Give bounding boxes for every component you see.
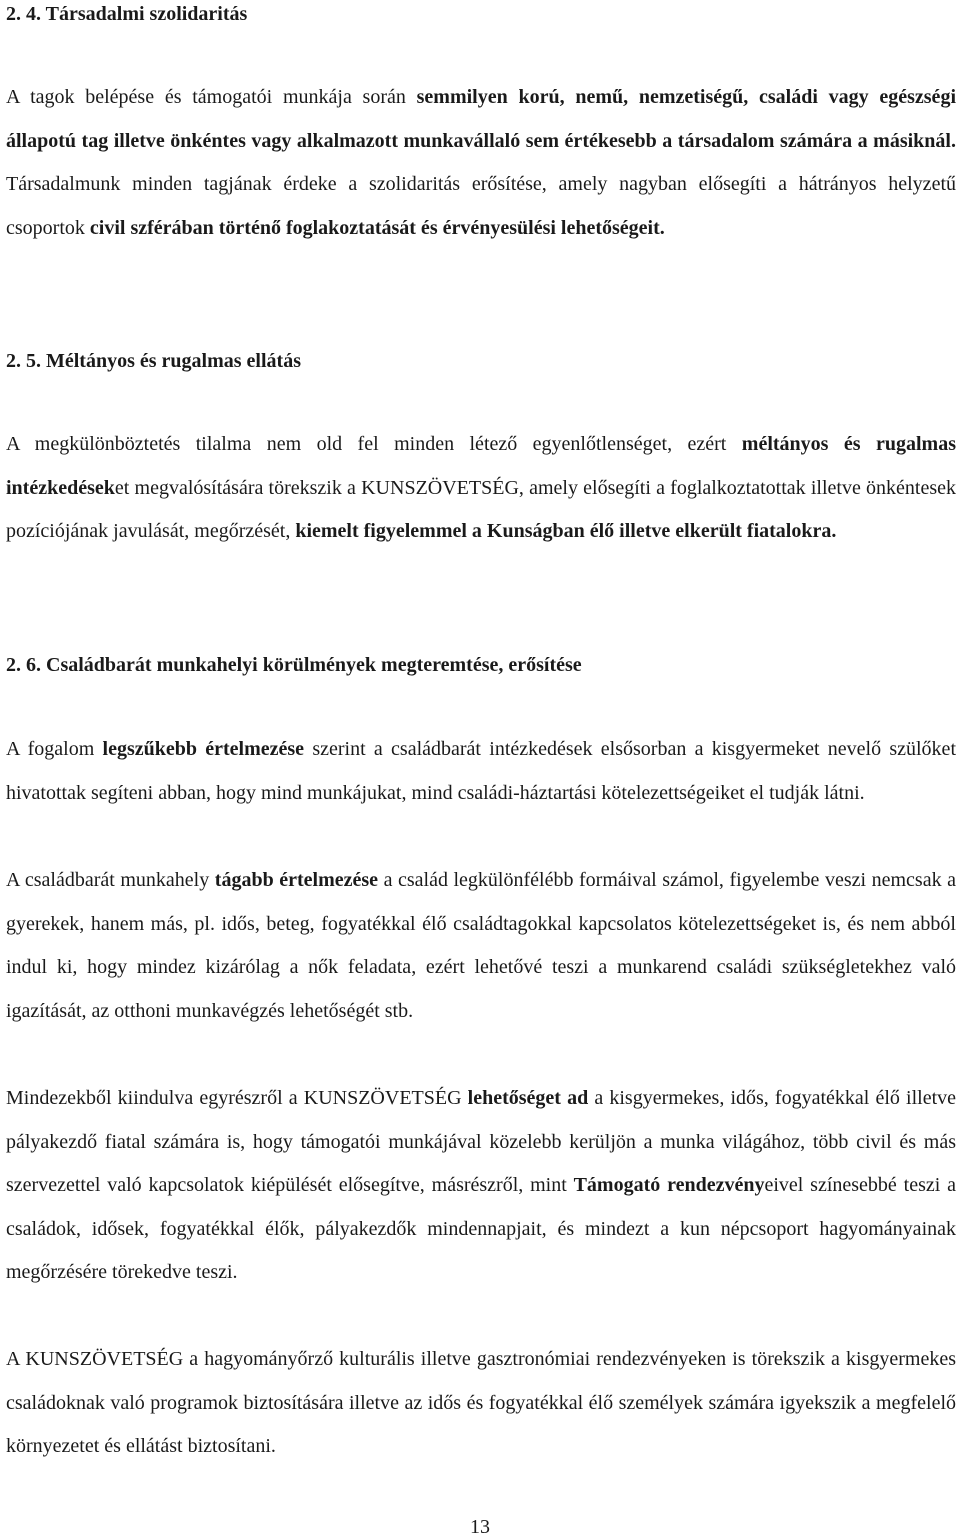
text-segment-bold: kiemelt figyelemmel a Kunságban élő illetve elkerült fiatalokra. <box>295 520 837 543</box>
text-segment: a család legkülönfélébb formáival számol, figyelembe veszi nemcsak a gyerekek, hanem más, pl. idős, beteg, fogyatékkal élő családtagokkal kapcsolatos kötelezettségeket is, és nem abból indul ki, hogy mindez kizárólag a nők feladata, ezért lehetővé teszi a munkarend családi szükségletekhez való igazítását, az otthoni munkavégzés lehetőségét stb. <box>6 869 956 1022</box>
text-segment: Mindezekből kiindulva egyrészről a KUNSZÖVETSÉG <box>6 1087 468 1109</box>
page-number: 13 <box>470 1516 490 1538</box>
text-segment: a kisgyermekes, idős, fogyatékkal élő illetve pályakezdő fiatal számára is, hogy támogatói munkájával közelebb kerüljön a munka világához, több civil és más szervezettel való kapcsolatok kiépülését elősegítve, másrészről, mint <box>6 1087 956 1197</box>
text-segment: A családbarát munkahely <box>6 869 215 891</box>
section-heading-2-5: 2. 5. Méltányos és rugalmas ellátás <box>6 350 301 372</box>
text-segment: et megvalósítására törekszik a KUNSZÖVETSÉG, amely elősegíti a foglalkoztatottak illetve önkéntesek pozíciójának javulását, megőrzését, <box>6 476 956 543</box>
text-segment: A fogalom <box>6 738 103 760</box>
text-segment: A megkülönböztetés tilalma nem old fel minden létező egyenlőtlenséget, ezért <box>6 433 742 455</box>
text-segment-bold: lehetőséget ad <box>467 1087 589 1109</box>
text-segment-bold: méltányos és rugalmas intézkedések <box>6 433 956 499</box>
text-segment: szerint a családbarát intézkedések elsősorban a kisgyermeket nevelő szülőket hivatottak segíteni abban, hogy mind munkájukat, mind családi-háztartási kötelezettségeiket el tudják látni. <box>6 738 956 804</box>
section-heading-2-6: 2. 6. Családbarát munkahelyi körülmények megteremtése, erősítése <box>6 654 582 676</box>
text-segment: A KUNSZÖVETSÉG a hagyományőrző kulturális illetve gasztronómiai rendezvényeken is törekszik a kisgyermekes családoknak való programok biztosítására illetve az idős és fogyatékkal élő személyek számára igyekszik a megfelelő környezetet és ellátást biztosítani. <box>6 1348 956 1458</box>
text-segment-bold: tágabb értelmezése <box>214 869 379 891</box>
text-segment-bold: Támogató rendezvény <box>573 1174 765 1197</box>
paragraph-events <box>6 1338 956 1469</box>
paragraph-equitable-care <box>6 423 956 554</box>
paragraph-family-narrow <box>6 728 956 815</box>
text-segment-bold: legszűkebb értelmezése <box>102 738 305 760</box>
text-segment: Társadalmunk minden tagjának érdeke a szolidaritás erősítése, amely nagyban elősegíti a hátrányos helyzetű csoportok <box>6 173 956 239</box>
text-segment-bold: civil szférában történő foglakoztatását és érvényesülési lehetőségeit. <box>89 216 665 239</box>
paragraph-solidarity <box>6 76 956 250</box>
section-heading-2-4: 2. 4. Társadalmi szolidaritás <box>6 3 248 25</box>
text-segment: eivel színesebbé teszi a családok, idősek, fogyatékkal élők, pályakezdők mindennapjait, és mindezt a kun népcsoport hagyományainak megőrzésére törekedve teszi. <box>6 1174 956 1284</box>
paragraph-family-broad <box>6 859 956 1033</box>
text-segment-bold: semmilyen korú, nemű, nemzetiségű, családi vagy egészségi állapotú tag illetve önkéntes vagy alkalmazott munkavállaló sem értékesebb a társadalom számára a másiknál. <box>6 86 956 152</box>
text-segment: A tagok belépése és támogatói munkája során <box>6 86 417 108</box>
paragraph-opportunity <box>6 1077 956 1295</box>
